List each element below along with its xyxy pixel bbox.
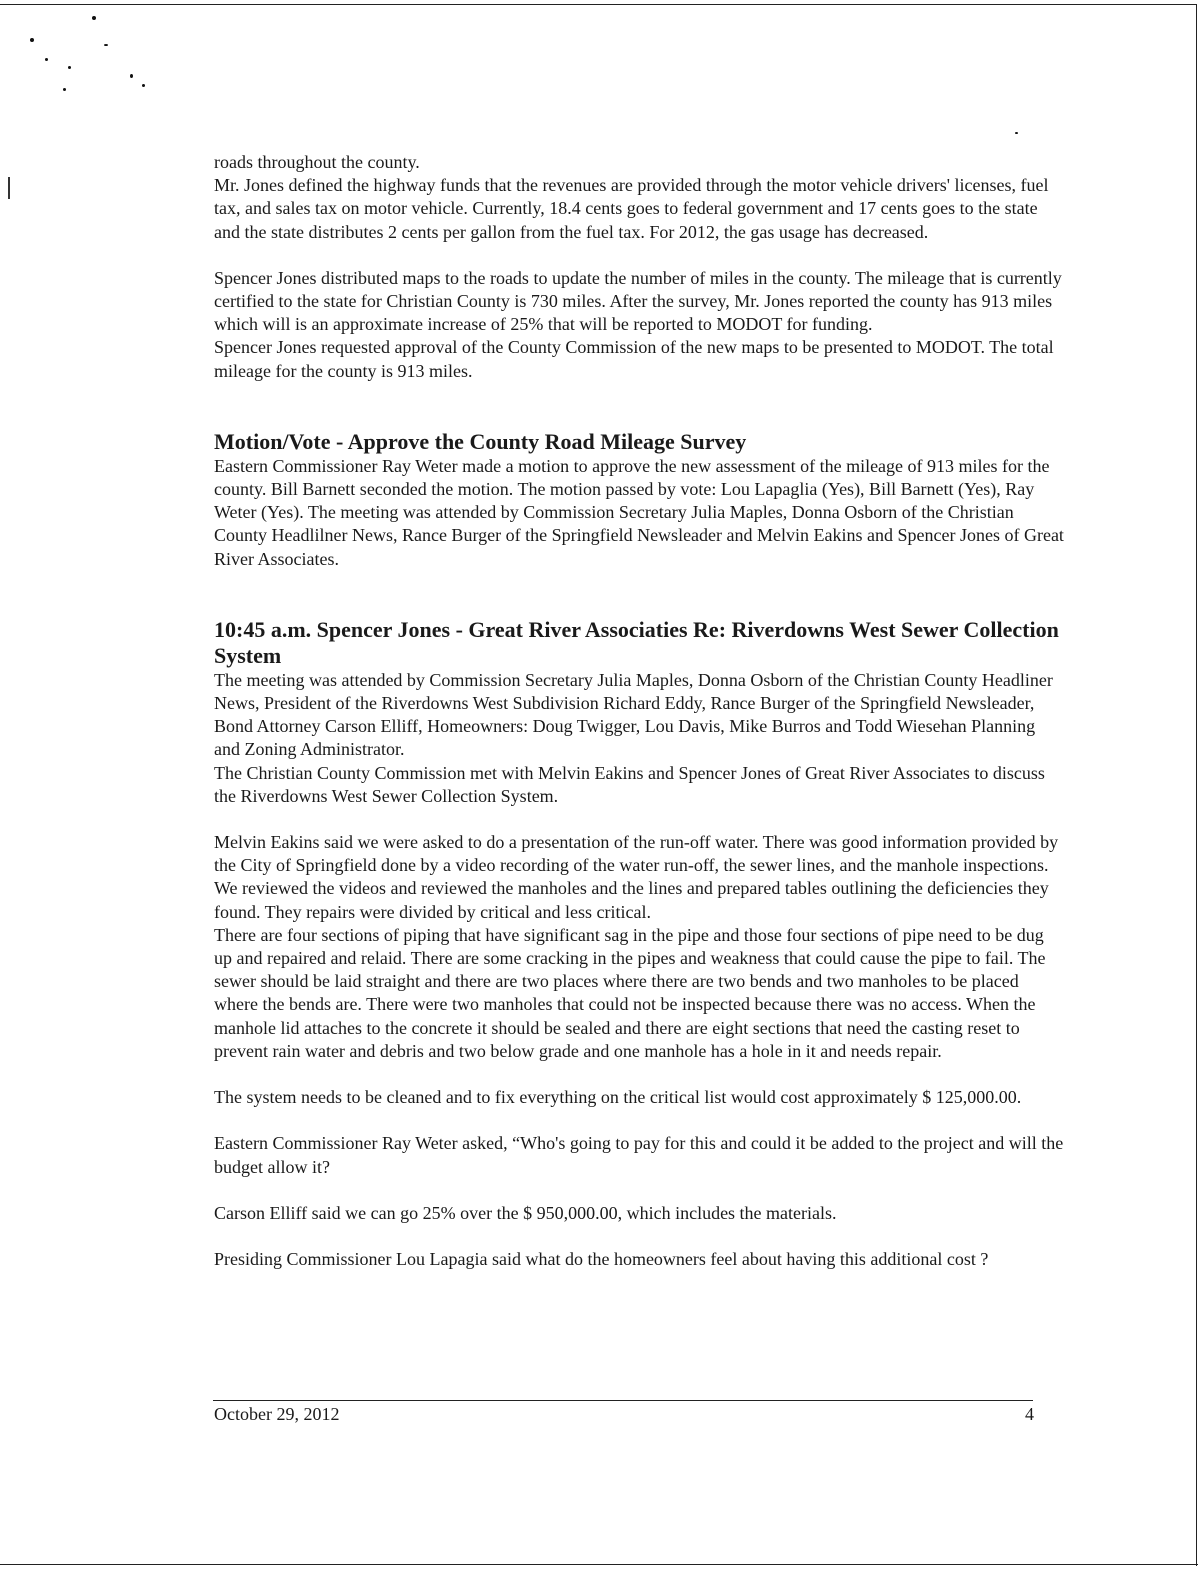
section-heading-sewer: 10:45 a.m. Spencer Jones - Great River Associaties Re: Riverdowns West Sewer Collection System <box>214 616 1059 668</box>
body-paragraph: Spencer Jones distributed maps to the roads to update the number of miles in the county. The mileage that is currently certified to the state for Christian County is 730 miles. After the survey, Mr. Jones reported the county has 913 miles which will is an approximate increase of 25% that will be reported to MODOT for funding. <box>214 267 1062 335</box>
sewer-presentation-paragraph: Melvin Eakins said we were asked to do a presentation of the run-off water. There was good information provided by the City of Springfield done by a video recording of the water run-off, the sewer lines, and the manhole inspections. We reviewed the videos and reviewed the manholes and the lines and prepared tables outlining the deficiencies they found. They repairs were divided by critical and less critical. <box>214 832 1059 922</box>
body-paragraph: roads throughout the county. <box>214 152 420 172</box>
motion-paragraph: Eastern Commissioner Ray Weter made a motion to approve the new assessment of the mileage of 913 miles for the county. Bill Barnett seconded the motion. The motion passed by vote: Lou Lapaglia (Yes), Bill Barnett (Yes), Ray Weter (Yes). The meeting was attended by Commission Secretary Julia Maples, Donna Osborn of the Christian County Headlilner News, Rance Burger of the Springfield Newsleader and Melvin Eakins and Spencer Jones of Great River Associates. <box>214 455 1064 569</box>
sewer-attendance-paragraph: The meeting was attended by Commission Secretary Julia Maples, Donna Osborn of the Christian County Headliner News, President of the Riverdowns West Subdivision Richard Eddy, Rance Burger of the Springfield Newsleader, Bond Attorney Carson Elliff, Homeowners: Doug Twigger, Lou Davis, Mike Burros and Todd Wiesehan Planning and Zoning Administrator. <box>214 669 1053 760</box>
page-number: 4 <box>1025 1404 1034 1424</box>
document-body <box>214 151 1064 1271</box>
scan-mark <box>8 177 10 199</box>
section-heading-motion: Motion/Vote - Approve the County Road Mileage Survey <box>214 428 747 454</box>
sewer-question-paragraph: Eastern Commissioner Ray Weter asked, “Who's going to pay for this and could it be added to the project and will the budget allow it? <box>214 1133 1064 1177</box>
sewer-cost-paragraph: The system needs to be cleaned and to fix everything on the critical list would cost approximately $ 125,000.00. <box>214 1087 1022 1108</box>
footer-date: October 29, 2012 <box>214 1404 340 1424</box>
body-paragraph: Mr. Jones defined the highway funds that the revenues are provided through the motor vehicle drivers' licenses, fuel tax, and sales tax on motor vehicle. Currently, 18.4 cents goes to federal government and 17 cents goes to the state and the state distributes 2 cents per gallon from the fuel tax. For 2012, the gas usage has decreased. <box>214 175 1049 242</box>
scan-border-top <box>0 4 1196 5</box>
sewer-findings-paragraph: There are four sections of piping that have significant sag in the pipe and those four sections of pipe need to be dug up and repaired and relaid. There are some cracking in the pipes and weakness that could cause the pipe to fail. The sewer should be laid straight and there are two places where there are two bends and two manholes to be placed where the bends are. There were two manholes that could not be inspected because there was no access. When the manhole lid attaches to the concrete it should be sealed and there are eight sections that need the casting reset to prevent rain water and debris and two below grade and one manhole has a hole in it and needs repair. <box>214 924 1046 1061</box>
scan-border-bottom <box>0 1564 1198 1565</box>
sewer-purpose-paragraph: The Christian County Commission met with Melvin Eakins and Spencer Jones of Great River Associates to discuss the Riverdowns West Sewer Collection System. <box>214 762 1045 806</box>
footer-rule <box>213 1400 1033 1401</box>
scan-border-right <box>1196 4 1197 1566</box>
sewer-homeowners-paragraph: Presiding Commissioner Lou Lapagia said what do the homeowners feel about having this additional cost ? <box>214 1248 989 1269</box>
body-paragraph: Spencer Jones requested approval of the County Commission of the new maps to be presented to MODOT. The total mileage for the county is 913 miles. <box>214 337 1054 381</box>
sewer-budget-paragraph: Carson Elliff said we can go 25% over the $ 950,000.00, which includes the materials. <box>214 1202 837 1223</box>
